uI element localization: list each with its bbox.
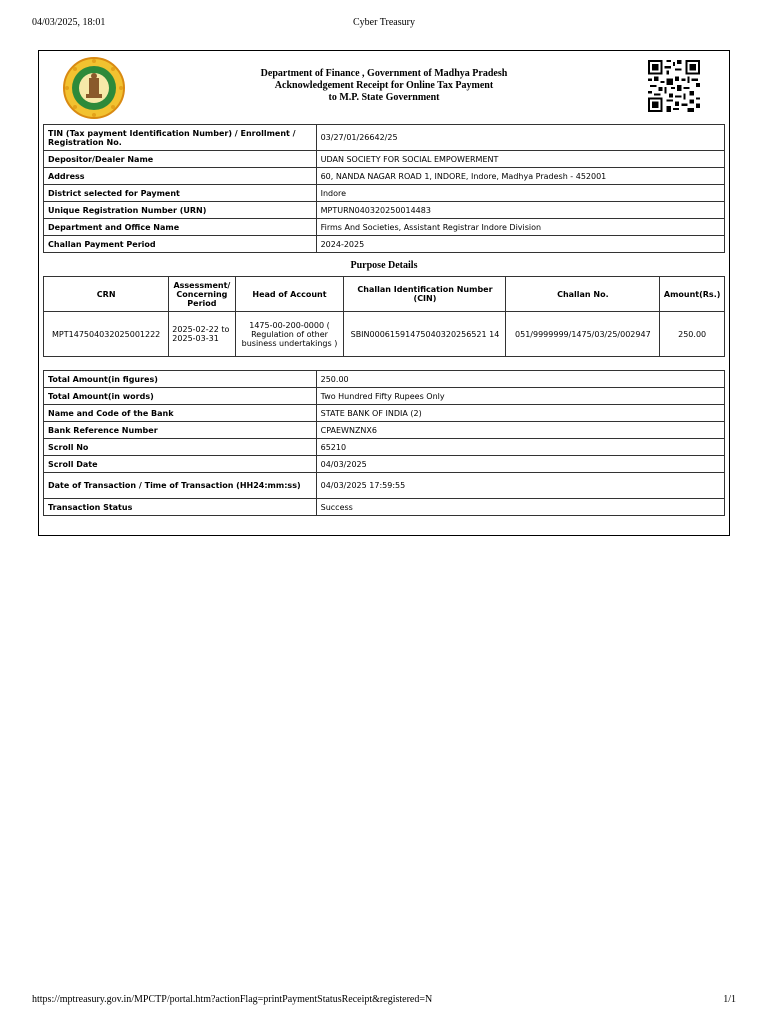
depositor-info-table bbox=[43, 124, 725, 253]
scroll-no-value: 65210 bbox=[316, 439, 724, 456]
info-row-department bbox=[44, 219, 725, 236]
tin-value: 03/27/01/26642/25 bbox=[316, 125, 724, 151]
transaction-time-label: Date of Transaction / Time of Transaction (HH24:mm:ss) bbox=[44, 473, 317, 499]
pay-row-status bbox=[44, 499, 725, 516]
print-footer bbox=[32, 994, 736, 1008]
district-label: District selected for Payment bbox=[44, 185, 317, 202]
purpose-row bbox=[44, 312, 725, 357]
urn-value: MPTURN040320250014483 bbox=[316, 202, 724, 219]
pay-row-scroll-date bbox=[44, 456, 725, 473]
address-value: 60, NANDA NAGAR ROAD 1, INDORE, Indore, Madhya Pradesh - 452001 bbox=[316, 168, 724, 185]
pay-row-bank bbox=[44, 405, 725, 422]
amount-value: 250.00 bbox=[660, 312, 725, 357]
tin-label: TIN (Tax payment Identification Number) / Enrollment / Registration No. bbox=[44, 125, 317, 151]
print-header bbox=[32, 17, 736, 31]
info-row-depositor bbox=[44, 151, 725, 168]
crn-value: MPT147504032025001222 bbox=[44, 312, 169, 357]
department-value: Firms And Societies, Assistant Registrar Indore Division bbox=[316, 219, 724, 236]
heading-line-1: Department of Finance , Government of Madhya Pradesh bbox=[260, 68, 508, 79]
depositor-value: UDAN SOCIETY FOR SOCIAL EMPOWERMENT bbox=[316, 151, 724, 168]
head-of-account-value: 1475-00-200-0000 ( Regulation of other business undertakings ) bbox=[235, 312, 344, 357]
purpose-details-title: Purpose Details bbox=[350, 260, 418, 271]
total-words-value: Two Hundred Fifty Rupees Only bbox=[316, 388, 724, 405]
total-figures-value: 250.00 bbox=[316, 371, 724, 388]
purpose-details-table bbox=[43, 276, 725, 357]
info-row-address bbox=[44, 168, 725, 185]
pay-row-total-figures bbox=[44, 371, 725, 388]
bank-value: STATE BANK OF INDIA (2) bbox=[316, 405, 724, 422]
col-period: Assessment/ Concerning Period bbox=[169, 277, 235, 312]
total-words-label: Total Amount(in words) bbox=[44, 388, 317, 405]
col-crn: CRN bbox=[44, 277, 169, 312]
bank-ref-label: Bank Reference Number bbox=[44, 422, 317, 439]
info-row-district bbox=[44, 185, 725, 202]
pay-row-bank-ref bbox=[44, 422, 725, 439]
depositor-label: Depositor/Dealer Name bbox=[44, 151, 317, 168]
info-row-tin bbox=[44, 125, 725, 151]
print-datetime: 04/03/2025, 18:01 bbox=[32, 17, 106, 28]
scroll-date-label: Scroll Date bbox=[44, 456, 317, 473]
print-url: https://mptreasury.gov.in/MPCTP/portal.htm?actionFlag=printPaymentStatusReceipt&registered=N bbox=[32, 994, 433, 1005]
challan-no-value: 051/9999999/1475/03/25/002947 bbox=[506, 312, 660, 357]
info-row-period bbox=[44, 236, 725, 253]
col-amount: Amount(Rs.) bbox=[660, 277, 725, 312]
receipt-heading bbox=[130, 68, 638, 104]
qr-code-icon bbox=[648, 60, 700, 112]
status-label: Transaction Status bbox=[44, 499, 317, 516]
scroll-no-label: Scroll No bbox=[44, 439, 317, 456]
period-label: Challan Payment Period bbox=[44, 236, 317, 253]
period-value: 2025-02-22 to 2025-03-31 bbox=[169, 312, 235, 357]
address-label: Address bbox=[44, 168, 317, 185]
col-head-of-account: Head of Account bbox=[235, 277, 344, 312]
urn-label: Unique Registration Number (URN) bbox=[44, 202, 317, 219]
period-value: 2024-2025 bbox=[316, 236, 724, 253]
department-label: Department and Office Name bbox=[44, 219, 317, 236]
pay-row-transaction-time bbox=[44, 473, 725, 499]
info-row-urn bbox=[44, 202, 725, 219]
bank-label: Name and Code of the Bank bbox=[44, 405, 317, 422]
madhya-pradesh-emblem-icon bbox=[62, 56, 126, 120]
heading-line-3: to M.P. State Government bbox=[328, 92, 440, 103]
pay-row-scroll-no bbox=[44, 439, 725, 456]
district-value: Indore bbox=[316, 185, 724, 202]
cin-value: SBIN00061591475040320256521 14 bbox=[344, 312, 506, 357]
scroll-date-value: 04/03/2025 bbox=[316, 456, 724, 473]
total-figures-label: Total Amount(in figures) bbox=[44, 371, 317, 388]
purpose-header-row bbox=[44, 277, 725, 312]
col-cin: Challan Identification Number (CIN) bbox=[344, 277, 506, 312]
page-number: 1/1 bbox=[723, 994, 736, 1005]
payment-details-table bbox=[43, 370, 725, 516]
print-title: Cyber Treasury bbox=[353, 17, 415, 28]
status-value: Success bbox=[316, 499, 724, 516]
heading-line-2: Acknowledgement Receipt for Online Tax Payment bbox=[274, 80, 494, 91]
bank-ref-value: CPAEWNZNX6 bbox=[316, 422, 724, 439]
pay-row-total-words bbox=[44, 388, 725, 405]
col-challan-no: Challan No. bbox=[506, 277, 660, 312]
transaction-time-value: 04/03/2025 17:59:55 bbox=[316, 473, 724, 499]
